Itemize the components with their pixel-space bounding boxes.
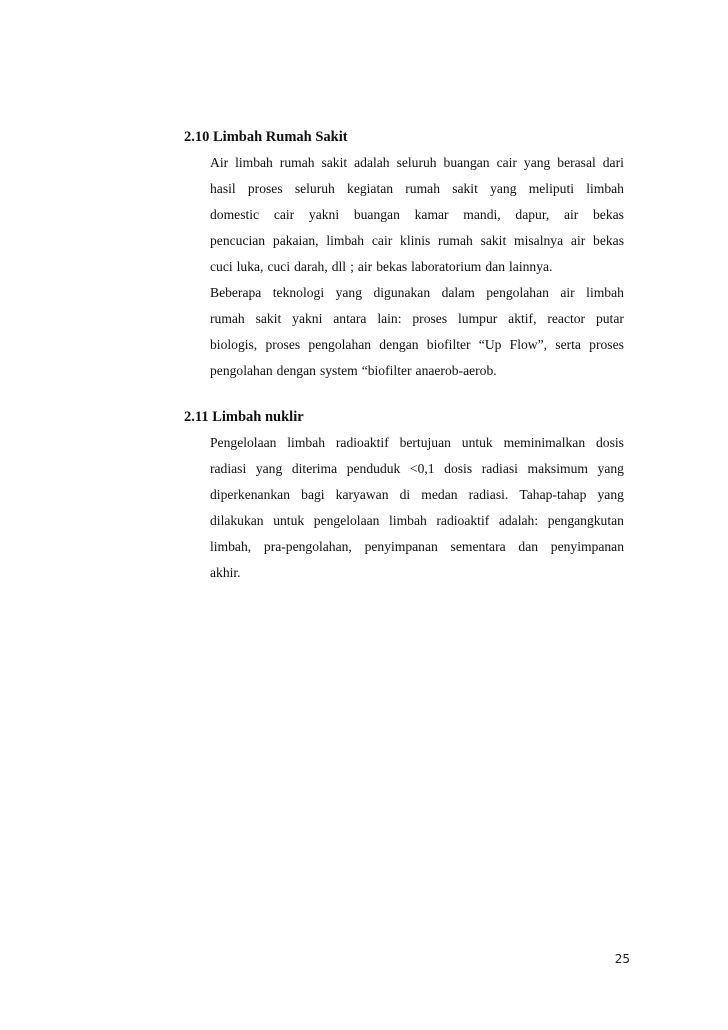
word: di <box>399 487 411 502</box>
word: penyimpanan <box>550 539 624 554</box>
word: proses <box>412 311 448 326</box>
word: yang <box>335 285 363 300</box>
word: dengan <box>379 337 419 352</box>
word: reactor <box>547 311 586 326</box>
word: limbah <box>586 181 624 196</box>
word: seluruh <box>396 155 437 170</box>
word: cair <box>496 155 517 170</box>
word: dll <box>331 259 347 274</box>
word: radioaktif <box>335 435 389 450</box>
word: digunakan <box>373 285 431 300</box>
page-number: 25 <box>614 952 630 966</box>
word: air <box>560 285 575 300</box>
section-limbah-rumah-sakit <box>184 127 624 384</box>
word: buangan <box>353 207 400 222</box>
text-line <box>210 254 624 280</box>
text-line <box>210 358 624 384</box>
word: Air <box>210 155 229 170</box>
word: dan <box>485 259 506 274</box>
word: air <box>570 233 586 248</box>
word: air <box>357 259 373 274</box>
section-body <box>210 150 624 384</box>
word: rumah <box>405 181 440 196</box>
word: pra-pengolahan, <box>263 539 352 554</box>
word: dapur, <box>515 207 550 222</box>
word: sakit <box>255 311 282 326</box>
word: sementara <box>450 539 506 554</box>
text-line <box>210 280 624 306</box>
word: cair <box>371 233 393 248</box>
word: limbah <box>326 233 365 248</box>
word: dengan <box>276 363 316 378</box>
text-line <box>210 482 624 508</box>
word: yang <box>523 155 551 170</box>
word: pengolahan <box>210 363 273 378</box>
word: karyawan <box>335 487 389 502</box>
word: adalah <box>354 155 390 170</box>
word: putar <box>595 311 624 326</box>
word: Flow”, <box>509 337 548 352</box>
section-limbah-nuklir <box>184 407 624 586</box>
word: pengolahan <box>308 337 372 352</box>
text-line <box>210 534 624 560</box>
word: antara <box>333 311 367 326</box>
text-line <box>210 202 624 228</box>
word: dilakukan <box>210 513 264 528</box>
word: limbah <box>389 513 427 528</box>
text-line <box>210 332 624 358</box>
word: untuk <box>461 435 493 450</box>
word: rumah <box>210 311 245 326</box>
word: mandi, <box>463 207 501 222</box>
word: misalnya <box>514 233 564 248</box>
section-body <box>210 430 624 586</box>
word: bertujuan <box>399 435 451 450</box>
word: pencucian <box>210 233 266 248</box>
word: yakni <box>308 207 340 222</box>
word: akhir. <box>210 565 241 580</box>
word: anaerob-aerob. <box>415 363 497 378</box>
word: sakit <box>321 155 348 170</box>
word: luka, <box>236 259 264 274</box>
word: bekas <box>593 207 624 222</box>
word: radiasi <box>210 461 247 476</box>
word: lainnya. <box>509 259 553 274</box>
word: yang <box>597 461 624 476</box>
word: medan <box>421 487 458 502</box>
word: rumah <box>279 155 315 170</box>
word: limbah <box>235 155 273 170</box>
text-line <box>210 430 624 456</box>
word: meminimalkan <box>503 435 586 450</box>
word: lain: <box>377 311 402 326</box>
word: Pengelolaan <box>210 435 277 450</box>
word: sakit <box>480 233 507 248</box>
word: diperkenankan <box>210 487 291 502</box>
word: cuci <box>267 259 291 274</box>
word: dosis <box>444 461 473 476</box>
word: adalah: <box>498 513 539 528</box>
word: biofilter <box>426 337 471 352</box>
word: proses <box>247 181 283 196</box>
word: radiasi <box>481 461 518 476</box>
word: limbah, <box>210 539 252 554</box>
word: Beberapa <box>210 285 262 300</box>
word: laboratorium <box>411 259 482 274</box>
word: buangan <box>443 155 490 170</box>
text-line <box>210 456 624 482</box>
word: serta <box>555 337 581 352</box>
word: radioaktif <box>436 513 490 528</box>
word: maksimum <box>527 461 588 476</box>
word: pengolahan <box>486 285 549 300</box>
word: cuci <box>210 259 233 274</box>
word: cair <box>273 207 295 222</box>
word: untuk <box>273 513 305 528</box>
word: yang <box>255 461 283 476</box>
word: darah, <box>294 259 328 274</box>
word: dan <box>518 539 539 554</box>
word: hasil <box>210 181 236 196</box>
word: sakit <box>452 181 478 196</box>
word: pakaian, <box>272 233 319 248</box>
text-line <box>210 560 624 586</box>
word: air <box>563 207 579 222</box>
word: “biofilter <box>361 363 412 378</box>
word: proses <box>265 337 301 352</box>
word: seluruh <box>294 181 335 196</box>
word: yakni <box>292 311 323 326</box>
word: bekas <box>376 259 408 274</box>
word: lumpur <box>458 311 498 326</box>
word: limbah <box>586 285 624 300</box>
word: domestic <box>210 207 260 222</box>
word: aktif, <box>508 311 537 326</box>
word: pengangkutan <box>547 513 624 528</box>
word: dalam <box>441 285 475 300</box>
word: “Up <box>478 337 502 352</box>
word: dosis <box>595 435 624 450</box>
word: <0,1 <box>409 461 435 476</box>
text-line <box>210 306 624 332</box>
word: bekas <box>593 233 624 248</box>
word: pengelolaan <box>313 513 380 528</box>
word: yang <box>597 487 624 502</box>
word: limbah <box>287 435 326 450</box>
word: klinis <box>400 233 431 248</box>
word: berasal <box>557 155 596 170</box>
section-heading: 2.10 Limbah Rumah Sakit <box>184 129 348 145</box>
word: ; <box>350 259 354 274</box>
text-line <box>210 176 624 202</box>
word: rumah <box>438 233 473 248</box>
word: teknologi <box>272 285 325 300</box>
word: diterima <box>291 461 338 476</box>
word: yang <box>490 181 517 196</box>
word: system <box>319 363 358 378</box>
word: penyimpanan <box>364 539 438 554</box>
word: bagi <box>301 487 325 502</box>
word: biologis, <box>210 337 258 352</box>
text-line <box>210 150 624 176</box>
word: Tahap-tahap <box>519 487 587 502</box>
word: proses <box>589 337 624 352</box>
section-heading: 2.11 Limbah nuklir <box>184 409 304 425</box>
word: meliputi <box>528 181 574 196</box>
word: penduduk <box>346 461 401 476</box>
word: kamar <box>414 207 449 222</box>
text-line <box>210 508 624 534</box>
text-line <box>210 228 624 254</box>
word: kegiatan <box>347 181 394 196</box>
word: radiasi. <box>468 487 509 502</box>
word: dari <box>602 155 624 170</box>
